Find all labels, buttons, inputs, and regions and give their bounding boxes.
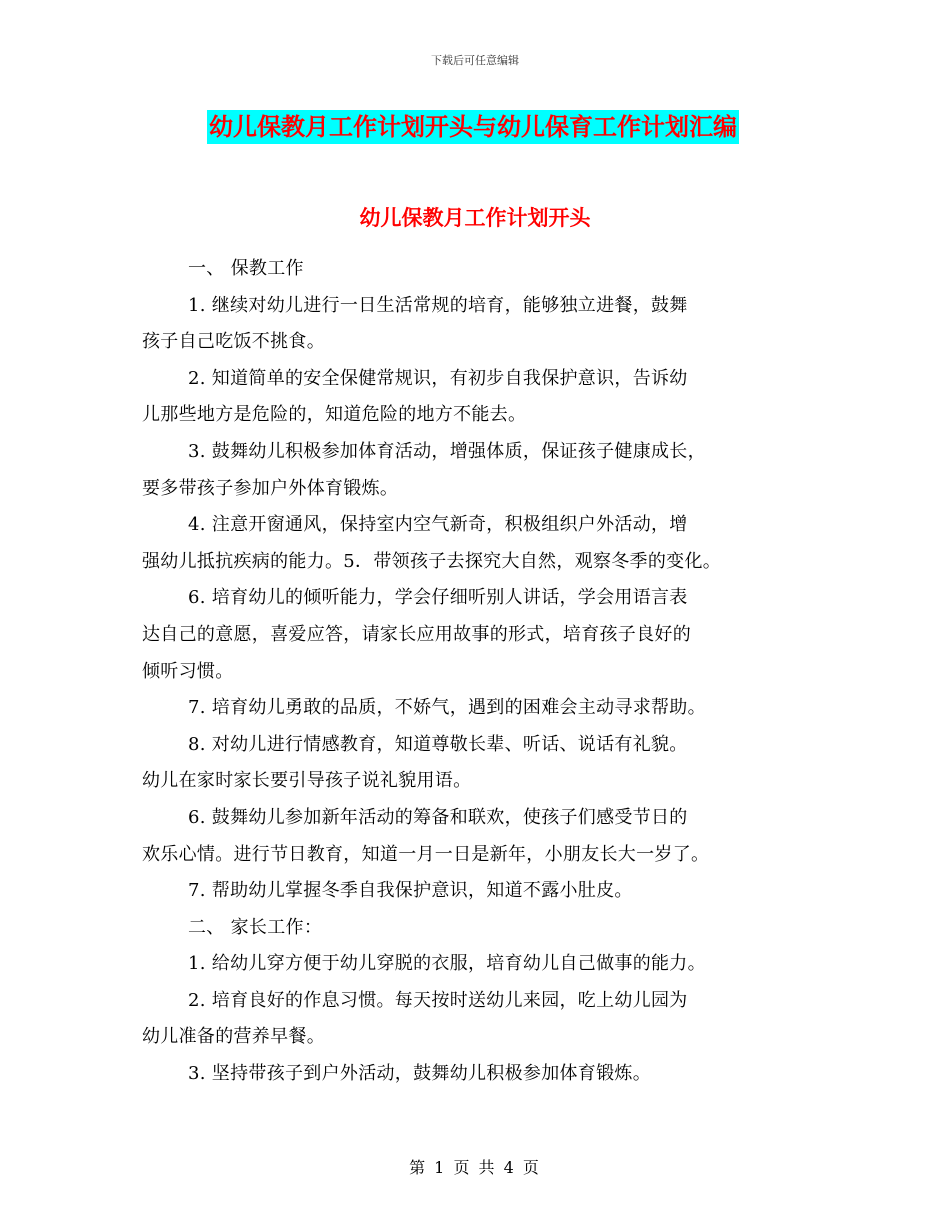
paragraph-line: 6. 鼓舞幼儿参加新年活动的筹备和联欢，使孩子们感受节日的 — [188, 806, 688, 828]
paragraph-line: 幼儿在家时家长要引导孩子说礼貌用语。 — [142, 770, 472, 792]
main-title: 幼儿保教月工作计划开头与幼儿保育工作计划汇编 — [207, 110, 739, 144]
paragraph-line: 2. 知道简单的安全保健常规识，有初步自我保护意识，告诉幼 — [188, 367, 688, 389]
paragraph-line: 7. 帮助幼儿掌握冬季自我保护意识，知道不露小肚皮。 — [188, 880, 633, 902]
section-heading-2: 二、 家长工作： — [188, 916, 323, 938]
section-title: 幼儿保教月工作计划开头 — [359, 206, 591, 230]
paragraph-line: 达自己的意愿，喜爱应答，请家长应用故事的形式，培育孩子良好的 — [142, 623, 691, 645]
paragraph-line: 1. 给幼儿穿方便于幼儿穿脱的衣服，培育幼儿自己做事的能力。 — [188, 953, 706, 975]
paragraph-line: 欢乐心情。进行节日教育，知道一月一日是新年，小朋友长大一岁了。 — [142, 843, 710, 865]
paragraph-line: 儿那些地方是危险的，知道危险的地方不能去。 — [142, 404, 527, 426]
paragraph-line: 7. 培育幼儿勇敢的品质，不娇气，遇到的困难会主动寻求帮助。 — [188, 697, 706, 719]
paragraph-line: 3. 坚持带孩子到户外活动，鼓舞幼儿积极参加体育锻炼。 — [188, 1063, 651, 1085]
page-number-footer: 第 1 页 共 4 页 — [409, 1158, 541, 1177]
paragraph-line: 孩子自己吃饭不挑食。 — [142, 331, 325, 353]
section-heading-1: 一、 保教工作 — [188, 258, 304, 279]
paragraph-line: 6. 培育幼儿的倾听能力，学会仔细听别人讲话，学会用语言表 — [188, 587, 688, 609]
paragraph-line: 强幼儿抵抗疾病的能力。5．带领孩子去探究大自然，观察冬季的变化。 — [142, 550, 722, 572]
paragraph-line: 倾听习惯。 — [142, 660, 234, 682]
paragraph-line: 4. 注意开窗通风，保持室内空气新奇，积极组织户外活动，增 — [188, 514, 688, 536]
paragraph-line: 2. 培育良好的作息习惯。每天按时送幼儿来园，吃上幼儿园为 — [188, 989, 688, 1011]
paragraph-line: 1. 继续对幼儿进行一日生活常规的培育，能够独立进餐，鼓舞 — [188, 294, 688, 316]
paragraph-line: 3. 鼓舞幼儿积极参加体育活动，增强体质，保证孩子健康成长， — [188, 440, 706, 462]
header-note: 下载后可任意编辑 — [431, 54, 519, 67]
paragraph-line: 幼儿准备的营养早餐。 — [142, 1026, 325, 1048]
paragraph-line: 要多带孩子参加户外体育锻炼。 — [142, 477, 399, 499]
paragraph-line: 8. 对幼儿进行情感教育，知道尊敬长辈、听话、说话有礼貌。 — [188, 733, 688, 755]
body-text — [142, 251, 822, 1093]
